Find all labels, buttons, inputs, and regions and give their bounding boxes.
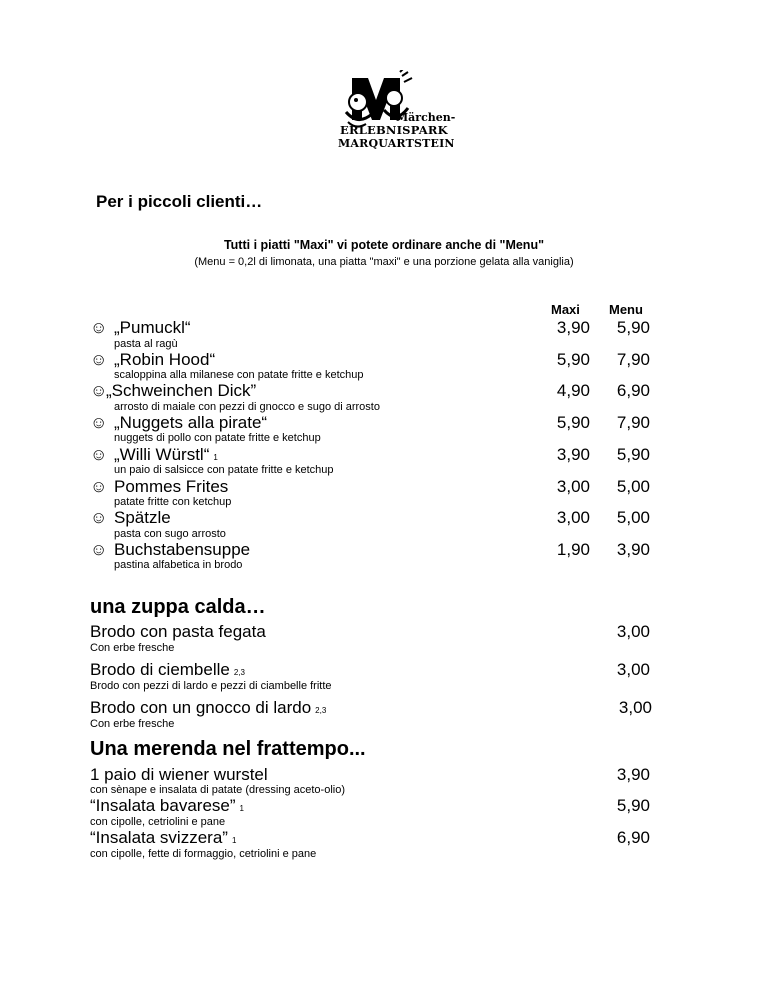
list-item [90, 445, 670, 477]
allergen-note: 2,3 [233, 668, 245, 677]
logo-line-3: MARQUARTSTEIN [338, 137, 455, 150]
price-menu: 7,90 [616, 350, 650, 369]
allergen-note: 1 [231, 836, 237, 845]
allergen-note: 1 [213, 453, 218, 462]
smiley-icon: ☺ [90, 540, 108, 559]
price-maxi: 3,00 [556, 477, 590, 496]
item-name: „Nuggets alla pirate“ [114, 413, 268, 432]
list-item [90, 413, 670, 445]
item-description: patate fritte con ketchup [114, 496, 232, 508]
smiley-icon: ☺ [90, 445, 108, 464]
item-description: un paio di salsicce con patate fritte e ketchup [114, 464, 334, 476]
item-name: Brodo con un gnocco di lardo 2,3 [90, 698, 327, 717]
smiley-icon: ☺ [90, 477, 108, 496]
price-maxi: 5,90 [556, 413, 590, 432]
price-maxi: 4,90 [556, 381, 590, 400]
list-item [90, 381, 670, 413]
price-maxi: 3,00 [556, 508, 590, 527]
smiley-icon: ☺ [90, 381, 108, 400]
price-maxi: 1,90 [556, 540, 590, 559]
item-description: con cipolle, fette di formaggio, cetriolini e pane [90, 848, 317, 860]
list-item [90, 698, 670, 732]
price-menu: 3,90 [616, 540, 650, 559]
smiley-icon: ☺ [90, 508, 108, 527]
item-description: Brodo con pezzi di lardo e pezzi di ciambelle fritte [90, 680, 332, 692]
column-header-maxi: Maxi [551, 302, 580, 317]
list-item [90, 318, 670, 350]
item-name: „Schweinchen Dick” [106, 381, 257, 400]
item-name: Brodo con pasta fegata [90, 622, 266, 641]
list-item [90, 796, 670, 828]
column-header-menu: Menu [609, 302, 643, 317]
item-name: Spätzle [114, 508, 171, 527]
price-menu: 5,00 [616, 477, 650, 496]
list-item [90, 508, 670, 540]
item-name: Brodo di ciembelle 2,3 [90, 660, 245, 679]
price-maxi: 3,90 [556, 318, 590, 337]
price: 6,90 [616, 828, 650, 847]
price-maxi: 5,90 [556, 350, 590, 369]
allergen-note: 2,3 [315, 706, 327, 715]
item-description: arrosto di maiale con pezzi di gnocco e sugo di arrosto [114, 401, 380, 413]
menu-note-bold: Tutti i piatti "Maxi" vi potete ordinare anche di "Menu" [223, 238, 545, 252]
item-description: pasta con sugo arrosto [114, 528, 226, 540]
list-item [90, 828, 670, 860]
price-menu: 5,90 [616, 318, 650, 337]
price: 3,00 [616, 660, 650, 679]
list-item [90, 765, 670, 797]
logo-line-2: ERLEBNISPARK [340, 123, 448, 137]
list-item [90, 350, 670, 382]
price-menu: 5,00 [616, 508, 650, 527]
kids-section-title: Per i piccoli clienti… [96, 192, 263, 211]
list-item [90, 477, 670, 509]
item-name: Pommes Frites [114, 477, 229, 496]
item-description: nuggets di pollo con patate fritte e ketchup [114, 432, 321, 444]
item-name: “Insalata svizzera” 1 [90, 828, 237, 847]
item-name: „Willi Würstl“ 1 [114, 445, 218, 464]
price: 3,00 [616, 622, 650, 641]
price-menu: 5,90 [616, 445, 650, 464]
item-name: „Pumuckl“ [114, 318, 191, 337]
logo-line-1: Märchen- [396, 111, 456, 124]
soup-section-title: una zuppa calda… [90, 596, 266, 618]
item-description: con cipolle, cetriolini e pane [90, 816, 226, 828]
price-menu: 7,90 [616, 413, 650, 432]
price: 5,90 [616, 796, 650, 815]
price-maxi: 3,90 [556, 445, 590, 464]
item-name: “Insalata bavarese” 1 [90, 796, 244, 815]
item-description: Con erbe fresche [90, 718, 175, 730]
smiley-icon: ☺ [90, 350, 108, 369]
price: 3,90 [616, 765, 650, 784]
allergen-note: 1 [239, 804, 244, 813]
item-description: pastina alfabetica in brodo [114, 559, 243, 571]
list-item [90, 540, 670, 572]
snack-section-title: Una merenda nel frattempo... [90, 738, 366, 760]
price-menu: 6,90 [616, 381, 650, 400]
item-description: con sènape e insalata di patate (dressing aceto-olio) [90, 784, 345, 796]
list-item [90, 622, 670, 656]
item-description: pasta al ragù [114, 338, 178, 350]
item-name: Buchstabensuppe [114, 540, 251, 559]
smiley-icon: ☺ [90, 318, 108, 337]
menu-note: (Menu = 0,2l di limonata, una piatta "maxi" e una porzione gelata alla vaniglia) [194, 256, 574, 268]
price: 3,00 [618, 698, 652, 717]
item-description: scaloppina alla milanese con patate fritte e ketchup [114, 369, 364, 381]
item-name: 1 paio di wiener wurstel [90, 765, 268, 784]
item-name: „Robin Hood“ [114, 350, 216, 369]
list-item [90, 660, 670, 694]
item-description: Con erbe fresche [90, 642, 175, 654]
park-logo [338, 70, 456, 154]
smiley-icon: ☺ [90, 413, 108, 432]
